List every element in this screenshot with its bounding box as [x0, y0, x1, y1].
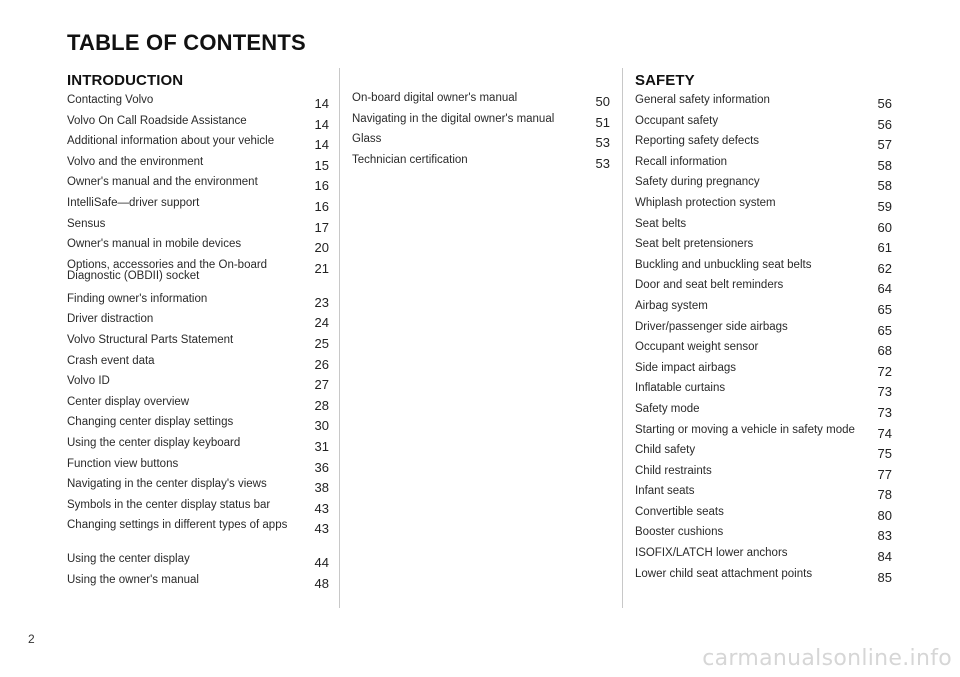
toc-entry-page: 27	[314, 377, 329, 393]
toc-entry-page: 58	[877, 157, 892, 173]
toc-entry[interactable]	[635, 197, 892, 218]
toc-entry-page: 73	[877, 404, 892, 420]
toc-entry-page: 20	[314, 240, 329, 256]
toc-entry[interactable]	[635, 341, 892, 362]
toc-entry-page: 51	[595, 114, 610, 130]
toc-entry-page: 24	[314, 315, 329, 331]
toc-entry-title: General safety information	[635, 94, 770, 106]
toc-entry-title: Volvo ID	[67, 375, 110, 388]
toc-entry[interactable]	[635, 156, 892, 177]
toc-entry[interactable]	[635, 176, 892, 197]
toc-entry[interactable]	[635, 465, 892, 486]
introduction-heading: INTRODUCTION	[67, 72, 184, 89]
toc-entry[interactable]	[635, 279, 892, 300]
toc-entry-title: Owner's manual in mobile devices	[67, 238, 242, 251]
toc-entry[interactable]	[635, 300, 892, 321]
toc-entry-title: Changing center display settings	[67, 416, 234, 429]
toc-entry-page: 14	[314, 96, 329, 111]
toc-entry-page: 84	[877, 549, 892, 565]
toc-entry[interactable]	[635, 238, 892, 259]
toc-entry-title: Airbag system	[635, 299, 708, 312]
toc-entry-title: Lower child seat attachment points	[635, 567, 813, 580]
toc-entry[interactable]	[67, 416, 329, 437]
toc-entry-page: 36	[314, 459, 329, 475]
toc-entry[interactable]	[635, 115, 892, 136]
toc-entry-title: Volvo On Call Roadside Assistance	[67, 114, 247, 127]
toc-entry-title: Using the center display keyboard	[67, 436, 241, 449]
toc-entry[interactable]	[635, 526, 892, 547]
introduction-entries	[67, 94, 329, 594]
toc-entry-title: Starting or moving a vehicle in safety mode	[635, 423, 855, 436]
toc-entry[interactable]	[635, 135, 892, 156]
toc-entry-title: Center display overview	[67, 395, 190, 408]
toc-entry-title: Door and seat belt reminders	[635, 279, 784, 292]
toc-entry-page: 43	[314, 521, 329, 537]
toc-entry-title: Glass	[352, 133, 382, 146]
toc-entry-title: Safety during pregnancy	[635, 176, 760, 189]
toc-entry-page: 16	[314, 198, 329, 214]
toc-entry-title: Infant seats	[635, 485, 695, 498]
toc-entry-page: 17	[314, 219, 329, 235]
toc-entry-page: 56	[877, 96, 892, 111]
safety-entries	[635, 94, 892, 588]
toc-entry-title: Side impact airbags	[635, 361, 736, 374]
toc-entry[interactable]	[67, 238, 329, 259]
toc-entry[interactable]	[67, 176, 329, 197]
toc-entry-page: 65	[877, 301, 892, 317]
toc-entry[interactable]	[67, 458, 329, 479]
toc-entry-page: 78	[877, 487, 892, 503]
toc-entry-page: 80	[877, 507, 892, 523]
toc-entry-page: 56	[877, 116, 892, 132]
toc-entry-page: 21	[314, 260, 329, 276]
toc-entry[interactable]	[635, 506, 892, 527]
toc-entry-page: 68	[877, 343, 892, 359]
toc-entry-page: 44	[314, 555, 329, 571]
toc-entry[interactable]	[352, 113, 610, 134]
toc-entry-page: 14	[314, 137, 329, 153]
toc-entry-title: Technician certification	[352, 153, 468, 166]
toc-entry[interactable]	[67, 574, 329, 595]
toc-entry-title: Volvo Structural Parts Statement	[67, 333, 234, 346]
toc-entry-page: 57	[877, 137, 892, 153]
toc-entry[interactable]	[67, 519, 329, 553]
toc-entry[interactable]	[67, 259, 329, 293]
toc-entry-page: 26	[314, 356, 329, 372]
toc-entry-title: Using the owner's manual	[67, 573, 199, 586]
toc-entry-title: Symbols in the center display status bar	[67, 498, 271, 511]
toc-entry-page: 74	[877, 425, 892, 441]
toc-entry[interactable]	[635, 382, 892, 403]
toc-entry-page: 53	[595, 155, 610, 171]
toc-entry-title: Function view buttons	[67, 457, 179, 470]
toc-entry-page: 73	[877, 384, 892, 400]
toc-entry[interactable]	[67, 396, 329, 417]
toc-entry[interactable]	[67, 156, 329, 177]
toc-entry[interactable]	[635, 218, 892, 239]
toc-entry-title: Driver/passenger side airbags	[635, 320, 788, 333]
toc-entry-title: Changing settings in different types of apps	[67, 519, 288, 532]
toc-entry-page: 23	[314, 294, 329, 310]
page-title: TABLE OF CONTENTS	[67, 30, 306, 55]
toc-entry[interactable]	[352, 133, 610, 154]
toc-entry-title: Buckling and unbuckling seat belts	[635, 258, 812, 271]
toc-entry-title: Finding owner's information	[67, 292, 208, 305]
toc-entry[interactable]	[635, 259, 892, 280]
toc-entry-page: 14	[314, 116, 329, 132]
toc-entry[interactable]	[635, 444, 892, 465]
introduction-continued-column	[352, 68, 610, 174]
safety-heading: SAFETY	[635, 72, 695, 89]
toc-entry-page: 15	[314, 157, 329, 173]
toc-entry-title: Occupant weight sensor	[635, 341, 759, 354]
toc-entry[interactable]	[635, 403, 892, 424]
safety-column	[635, 68, 892, 588]
toc-entry-page: 75	[877, 446, 892, 462]
toc-entry[interactable]	[635, 321, 892, 342]
toc-entry-page: 61	[877, 240, 892, 256]
column-divider	[339, 68, 340, 608]
toc-entry-page: 65	[877, 322, 892, 338]
toc-entry[interactable]	[635, 547, 892, 568]
toc-entry-page: 58	[877, 178, 892, 194]
toc-entry[interactable]	[67, 478, 329, 499]
toc-entry[interactable]	[635, 362, 892, 383]
toc-entry[interactable]	[67, 94, 329, 115]
toc-entry-title: Owner's manual and the environment	[67, 176, 258, 189]
toc-entry[interactable]	[67, 313, 329, 334]
toc-entry[interactable]	[67, 375, 329, 396]
toc-entry-page: 85	[877, 569, 892, 585]
toc-entry[interactable]	[352, 92, 610, 113]
toc-entry[interactable]	[352, 154, 610, 175]
watermark: carmanualsonline.info	[702, 646, 952, 671]
toc-entry[interactable]	[67, 437, 329, 458]
toc-entry-title: Seat belt pretensioners	[635, 238, 754, 251]
toc-entry-title: Driver distraction	[67, 313, 154, 326]
toc-entry[interactable]	[635, 424, 892, 445]
toc-entry[interactable]	[67, 115, 329, 136]
page-number: 2	[28, 632, 35, 646]
toc-entry-page: 83	[877, 528, 892, 544]
toc-entry-page: 38	[314, 480, 329, 496]
toc-entry-page: 28	[314, 397, 329, 413]
toc-entry-page: 64	[877, 281, 892, 297]
toc-entry-title: Booster cushions	[635, 526, 724, 539]
toc-entry-title: Child safety	[635, 444, 696, 457]
toc-entry[interactable]	[635, 485, 892, 506]
toc-entry-page: 25	[314, 335, 329, 351]
introduction-column	[67, 68, 329, 594]
toc-entry-title: Reporting safety defects	[635, 135, 760, 148]
toc-entry-title: ISOFIX/LATCH lower anchors	[635, 547, 788, 560]
toc-entry[interactable]	[67, 499, 329, 520]
toc-entry-title: Convertible seats	[635, 505, 724, 518]
toc-entry-page: 50	[595, 94, 610, 109]
toc-entry-title: Additional information about your vehicle	[67, 135, 275, 148]
introduction-continued-entries	[352, 92, 610, 174]
toc-entry[interactable]	[635, 94, 892, 115]
toc-entry[interactable]	[67, 334, 329, 355]
toc-entry-page: 60	[877, 219, 892, 235]
toc-entry-title: Navigating in the digital owner's manual	[352, 112, 555, 125]
toc-entry-title: Crash event data	[67, 354, 155, 367]
toc-entry-title: Child restraints	[635, 464, 712, 477]
toc-entry-title: Navigating in the center display's views	[67, 478, 267, 491]
toc-entry-title: Safety mode	[635, 402, 700, 415]
toc-entry-page: 48	[314, 575, 329, 591]
toc-entry[interactable]	[67, 197, 329, 218]
toc-entry-title: Volvo and the environment	[67, 155, 204, 168]
toc-entry-title: Seat belts	[635, 217, 687, 230]
toc-entry-page: 77	[877, 466, 892, 482]
toc-entry-page: 30	[314, 418, 329, 434]
toc-entry-title: IntelliSafe—driver support	[67, 196, 200, 209]
toc-entry-title: Recall information	[635, 155, 728, 168]
toc-entry-page: 72	[877, 363, 892, 379]
toc-entry-title: Contacting Volvo	[67, 94, 154, 106]
toc-entry[interactable]	[635, 568, 892, 589]
toc-entry[interactable]	[67, 553, 329, 574]
toc-entry-title: Using the center display	[67, 553, 190, 566]
toc-entry-page: 16	[314, 178, 329, 194]
toc-entry[interactable]	[67, 135, 329, 156]
toc-entry-title: Occupant safety	[635, 114, 719, 127]
column-divider	[622, 68, 623, 608]
toc-entry-page: 59	[877, 198, 892, 214]
toc-entry-page: 62	[877, 260, 892, 276]
toc-entry-title: Whiplash protection system	[635, 196, 776, 209]
toc-entry[interactable]	[67, 293, 329, 314]
toc-entry-title: Options, accessories and the On-board Diagnostic (OBDII) socket	[67, 258, 268, 282]
toc-entry-page: 43	[314, 500, 329, 516]
toc-entry[interactable]	[67, 218, 329, 239]
toc-entry-title: On-board digital owner's manual	[352, 92, 518, 104]
toc-entry-title: Inflatable curtains	[635, 382, 726, 395]
toc-entry[interactable]	[67, 355, 329, 376]
toc-entry-page: 31	[314, 438, 329, 454]
toc-entry-title: Sensus	[67, 217, 106, 230]
toc-entry-page: 53	[595, 135, 610, 151]
